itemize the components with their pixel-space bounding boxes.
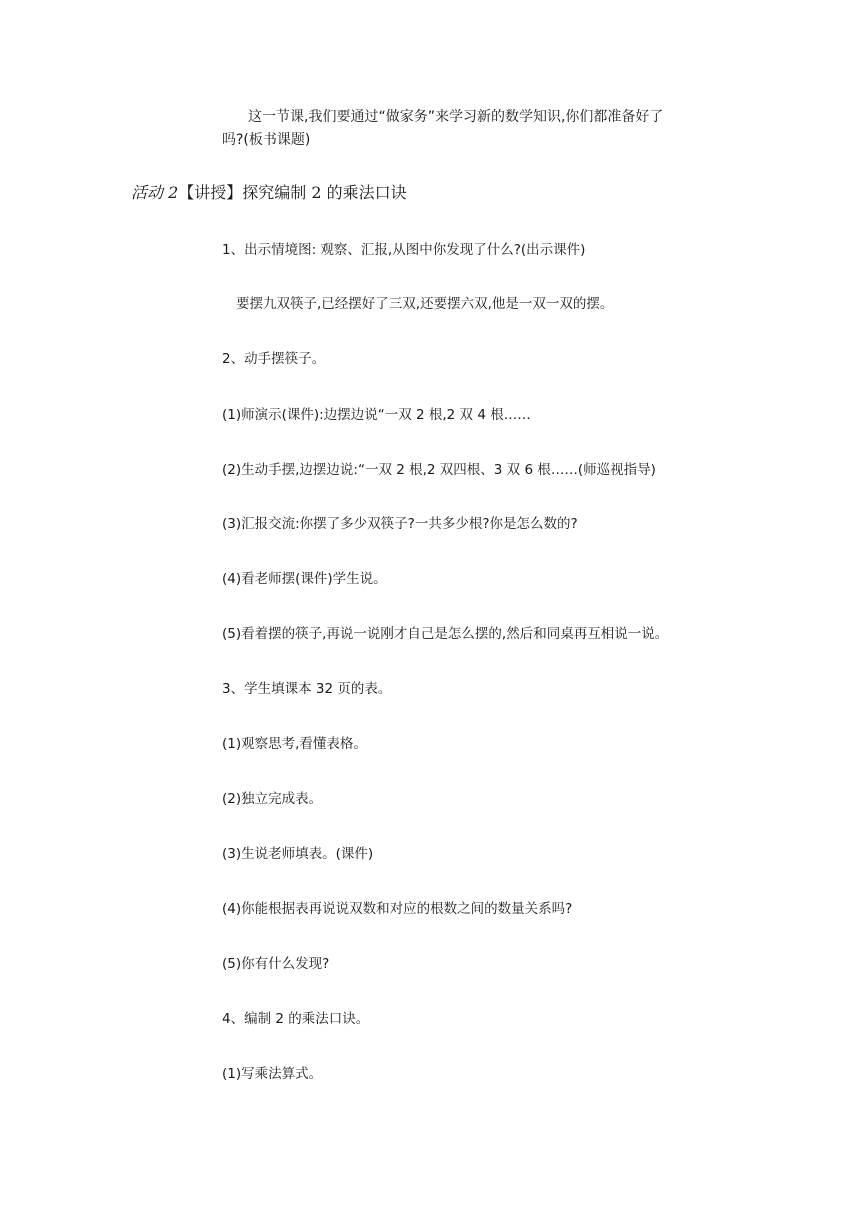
step-2-sub-4: (4)看老师摆(课件)学生说。 [222, 571, 387, 587]
scenario-text: 要摆九双筷子,已经摆好了三双,还要摆六双,他是一双一双的摆。 [236, 296, 614, 312]
step-3-sub-4: (4)你能根据表再说说双数和对应的根数之间的数量关系吗? [222, 901, 573, 917]
intro-paragraph [222, 106, 722, 152]
activity-label: 活动 2 [131, 183, 179, 202]
step-3: 3、学生填课本 32 页的表。 [222, 681, 392, 697]
intro-line-2: 吗?(板书课题) [222, 132, 311, 148]
step-3-sub-5: (5)你有什么发现? [222, 956, 330, 972]
activity-title: 【讲授】探究编制 2 的乘法口诀 [178, 183, 407, 202]
step-4-sub-1: (1)写乘法算式。 [222, 1066, 323, 1082]
step-2-sub-3: (3)汇报交流:你摆了多少双筷子?一共多少根?你是怎么数的? [222, 516, 578, 532]
step-3-sub-1: (1)观察思考,看懂表格。 [222, 736, 367, 752]
step-1: 1、出示情境图: 观察、汇报,从图中你发现了什么?(出示课件) [222, 242, 586, 258]
activity-heading [131, 183, 407, 203]
step-3-sub-3: (3)生说老师填表。(课件) [222, 846, 374, 862]
step-2-sub-2: (2)生动手摆,边摆边说:“一双 2 根,2 双四根、3 双 6 根……(师巡视指导) [222, 462, 656, 478]
step-4: 4、编制 2 的乘法口诀。 [222, 1011, 370, 1027]
intro-line-1: 这一节课,我们要通过“做家务”来学习新的数学知识,你们都准备好了 [248, 109, 664, 125]
step-3-sub-2: (2)独立完成表。 [222, 791, 323, 807]
step-2-sub-5: (5)看着摆的筷子,再说一说刚才自己是怎么摆的,然后和同桌再互相说一说。 [222, 626, 669, 642]
step-2: 2、动手摆筷子。 [222, 351, 326, 367]
step-2-sub-1: (1)师演示(课件):边摆边说“一双 2 根,2 双 4 根…… [222, 407, 531, 423]
